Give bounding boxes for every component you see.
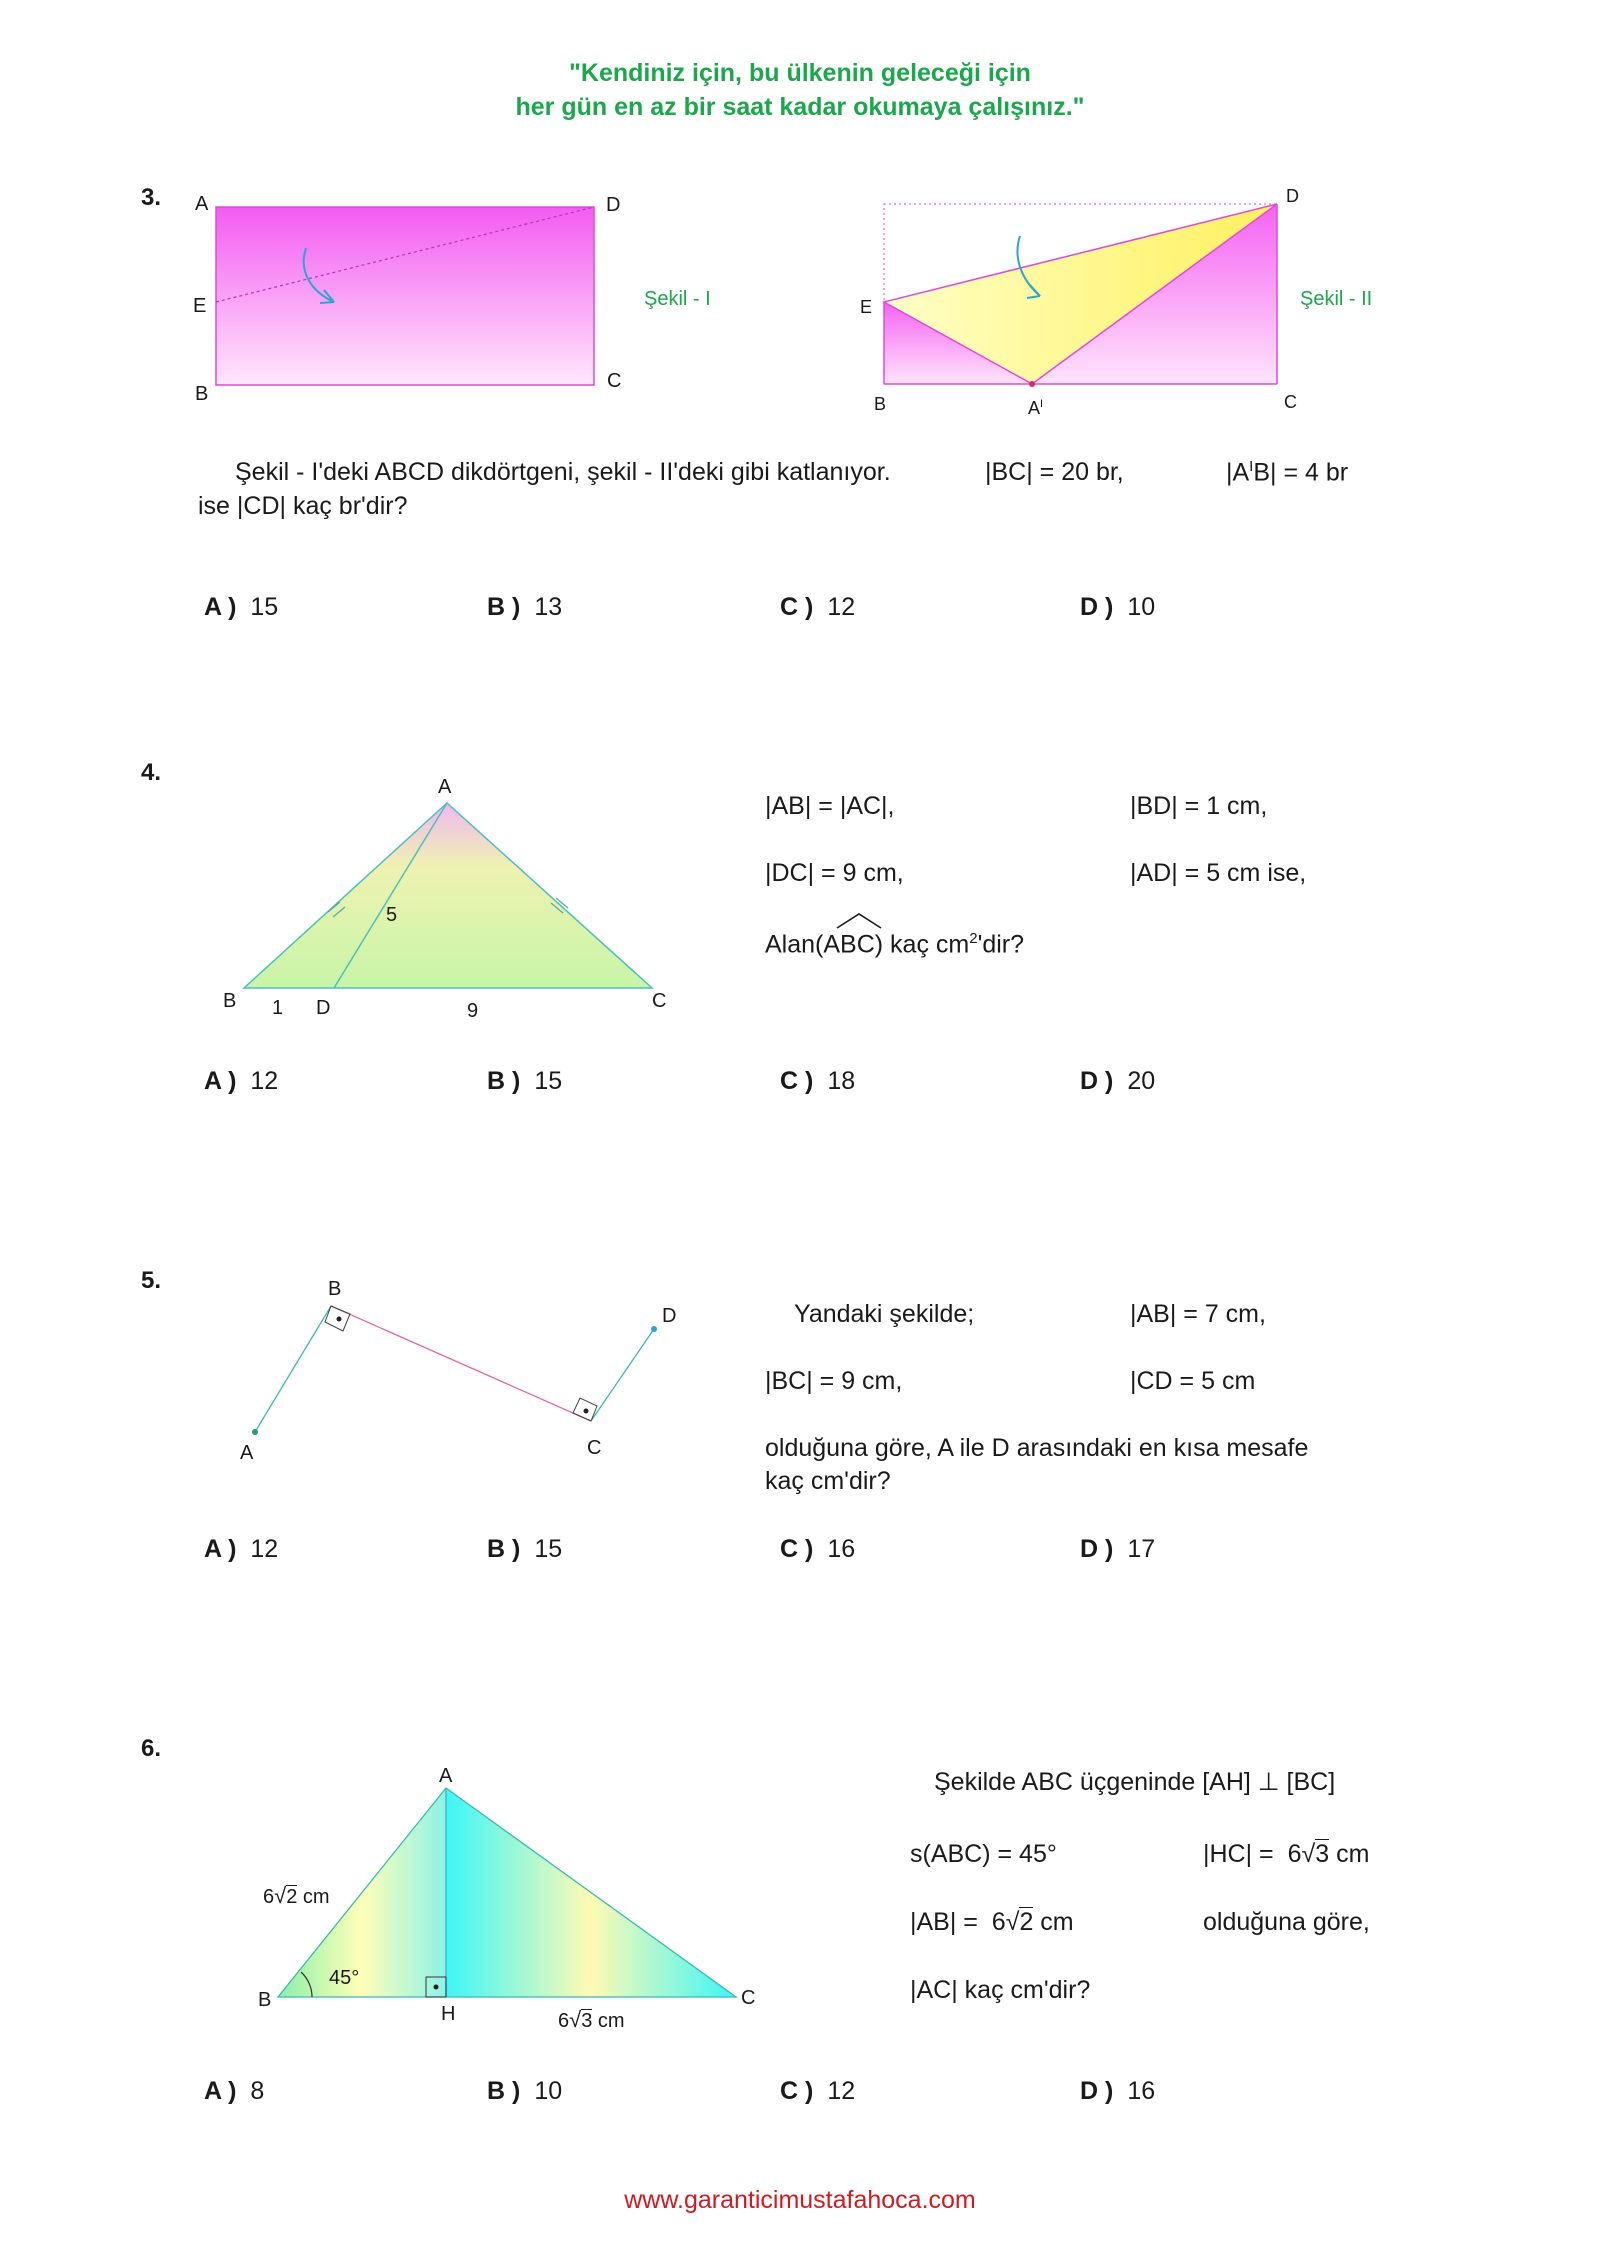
q5-option-b[interactable]: B ) 15: [487, 1535, 563, 1563]
label-d-2: D: [1286, 186, 1299, 206]
label-angle-45: 45°: [329, 1967, 360, 1989]
q5-text-1: Yandaki şekilde;: [794, 1300, 975, 1328]
label-d: D: [662, 1305, 677, 1327]
label-a: A: [439, 1765, 453, 1787]
label-bd-length: 1: [272, 997, 284, 1019]
q4-given-4: |AD| = 5 cm ise,: [1130, 859, 1307, 887]
q6-given-hc: |HC| = 6√3 cm: [1203, 1840, 1370, 1868]
question-number: 5.: [141, 1267, 162, 1294]
q5-given-cd: |CD = 5 cm: [1130, 1367, 1256, 1395]
q3-given-bc: |BC| = 20 br,: [985, 458, 1124, 486]
label-c: C: [741, 1987, 756, 2009]
label-b: B: [195, 383, 209, 405]
label-c: C: [607, 370, 622, 392]
q3-text-line-1: Şekil - I'deki ABCD dikdörtgeni, şekil - II'deki gibi katlanıyor.: [235, 458, 891, 486]
figure-1-caption: Şekil - I: [644, 288, 711, 310]
q4-option-d[interactable]: D ) 20: [1080, 1067, 1156, 1095]
label-a-prime: $A^I$: [1028, 398, 1044, 418]
question-number: 3.: [141, 184, 162, 211]
q6-given-ab: |AB| = 6√2 cm: [910, 1908, 1074, 1936]
q3-given-ab: $|A^IB| = 4$ br: [1226, 458, 1349, 487]
label-a: A: [240, 1442, 254, 1464]
label-b: B: [223, 990, 237, 1012]
q6-option-a[interactable]: A ) 8: [204, 2077, 265, 2105]
q3-option-d[interactable]: D ) 10: [1080, 593, 1156, 621]
label-b-2: B: [874, 394, 887, 414]
motto-line-1: "Kendiniz için, bu ülkenin geleceği için: [569, 59, 1031, 87]
figure-2-caption: Şekil - II: [1300, 288, 1373, 310]
label-a: A: [195, 193, 209, 215]
motto-line-2: her gün en az bir saat kadar okumaya çalışınız.": [515, 93, 1085, 121]
q6-text-1: Şekilde ABC üçgeninde [AH] ⊥ [BC]: [934, 1768, 1336, 1796]
q5-question-1: olduğuna göre, A ile D arasındaki en kısa mesafe: [765, 1434, 1309, 1462]
q5-option-c[interactable]: C ) 16: [780, 1535, 856, 1563]
label-e-2: E: [860, 297, 873, 317]
q6-conclusion: olduğuna göre,: [1203, 1908, 1370, 1936]
question-number: 4.: [141, 759, 162, 786]
label-e: E: [193, 295, 207, 317]
q4-option-b[interactable]: B ) 15: [487, 1067, 563, 1095]
q5-option-d[interactable]: D ) 17: [1080, 1535, 1156, 1563]
label-c: C: [587, 1437, 602, 1459]
label-ad-length: 5: [386, 904, 398, 926]
label-c: C: [652, 990, 667, 1012]
label-h: H: [441, 2003, 456, 2025]
q6-angle: s(ABC) = 45°: [910, 1840, 1057, 1868]
label-ab-length: 6√2 cm: [263, 1883, 330, 1908]
label-dc-length: 9: [467, 1000, 479, 1022]
label-d: D: [316, 997, 331, 1019]
q4-given-1: |AB| = |AC|,: [765, 792, 895, 820]
q5-question-2: kaç cm'dir?: [765, 1467, 891, 1495]
q6-option-b[interactable]: B ) 10: [487, 2077, 563, 2105]
q3-option-a[interactable]: A ) 15: [204, 593, 279, 621]
label-c-2: C: [1284, 392, 1297, 412]
label-hc-length: 6√3 cm: [558, 2007, 625, 2032]
label-d: D: [606, 194, 621, 216]
q4-given-3: |DC| = 9 cm,: [765, 859, 904, 887]
q6-option-c[interactable]: C ) 12: [780, 2077, 856, 2105]
q5-option-a[interactable]: A ) 12: [204, 1535, 279, 1563]
q3-option-b[interactable]: B ) 13: [487, 593, 563, 621]
label-b: B: [258, 1989, 272, 2011]
q6-question: |AC| kaç cm'dir?: [910, 1976, 1091, 2004]
q4-option-a[interactable]: A ) 12: [204, 1067, 279, 1095]
label-b: B: [328, 1278, 342, 1300]
q6-option-d[interactable]: D ) 16: [1080, 2077, 1156, 2105]
q4-given-2: |BD| = 1 cm,: [1130, 792, 1268, 820]
q5-given-bc: |BC| = 9 cm,: [765, 1367, 903, 1395]
label-a: A: [438, 776, 452, 798]
q5-given-ab: |AB| = 7 cm,: [1130, 1300, 1266, 1328]
footer-website[interactable]: www.garanticimustafahoca.com: [624, 2186, 976, 2214]
q3-option-c[interactable]: C ) 12: [780, 593, 856, 621]
q4-option-c[interactable]: C ) 18: [780, 1067, 856, 1095]
q3-text-line-2: ise |CD| kaç br'dir?: [198, 492, 408, 520]
q4-question: Alan(ABC) kaç $cm^2'dir$?: [765, 930, 1025, 959]
question-number: 6.: [141, 1735, 162, 1762]
